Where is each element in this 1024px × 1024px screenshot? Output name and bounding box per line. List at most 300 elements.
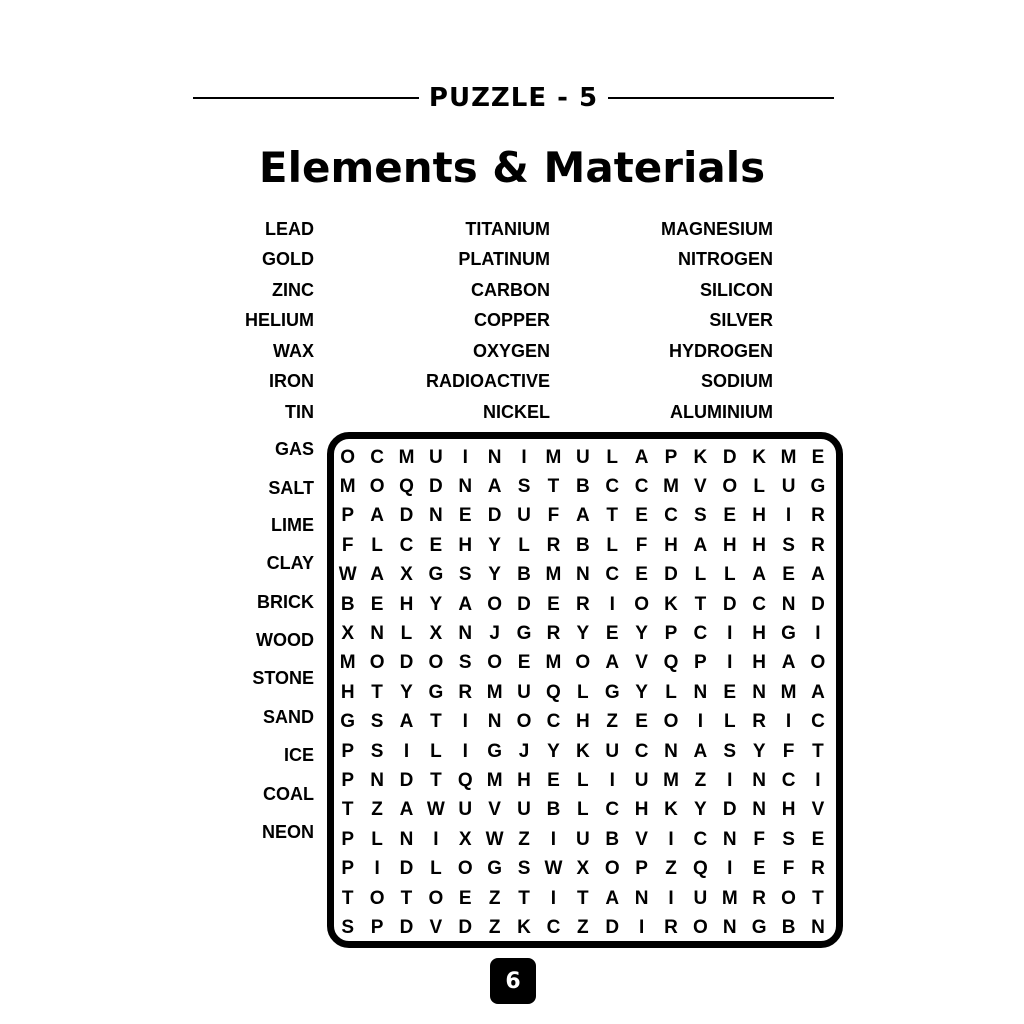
grid-cell[interactable]: L [371, 534, 383, 556]
grid-cell[interactable]: N [752, 799, 767, 821]
grid-cell[interactable]: I [374, 858, 380, 880]
grid-cell[interactable]: J [489, 623, 500, 645]
grid-cell[interactable]: M [663, 769, 679, 791]
grid-cell[interactable]: S [458, 564, 472, 586]
grid-cell[interactable]: I [609, 593, 615, 615]
grid-cell[interactable]: O [781, 887, 796, 909]
grid-cell[interactable]: M [339, 476, 356, 498]
grid-cell[interactable]: U [517, 681, 531, 703]
grid-cell[interactable]: G [340, 711, 356, 733]
grid-cell[interactable]: M [545, 446, 562, 468]
grid-cell[interactable]: V [488, 799, 501, 821]
grid-cell[interactable]: L [606, 446, 619, 468]
grid-cell[interactable]: F [341, 534, 354, 556]
grid-cell[interactable]: P [664, 446, 678, 468]
grid-cell[interactable]: Z [665, 858, 677, 880]
grid-cell[interactable]: O [692, 916, 708, 938]
grid-cell[interactable]: T [400, 887, 413, 909]
grid-cell[interactable]: I [727, 652, 733, 674]
grid-cell[interactable]: T [577, 887, 589, 909]
grid-cell[interactable]: I [697, 711, 704, 733]
grid-cell[interactable]: L [577, 681, 589, 703]
grid-cell[interactable]: D [399, 769, 414, 791]
grid-cell[interactable]: N [487, 711, 502, 733]
grid-cell[interactable]: A [693, 740, 708, 762]
grid-cell[interactable]: A [811, 681, 825, 703]
grid-cell[interactable]: F [782, 740, 795, 762]
grid-cell[interactable]: T [371, 681, 383, 703]
grid-cell[interactable]: D [458, 916, 473, 938]
grid-cell[interactable]: L [430, 740, 442, 762]
grid-cell[interactable]: L [430, 858, 442, 880]
grid-cell[interactable]: O [516, 711, 532, 733]
grid-cell[interactable]: R [811, 858, 825, 880]
grid-cell[interactable]: Z [488, 887, 501, 909]
grid-cell[interactable]: A [811, 564, 825, 586]
grid-cell[interactable]: X [341, 623, 355, 645]
grid-cell[interactable]: K [517, 916, 531, 938]
grid-cell[interactable]: H [517, 769, 531, 791]
grid-cell[interactable]: R [752, 887, 767, 909]
grid-cell[interactable]: H [722, 534, 737, 556]
grid-cell[interactable]: Y [694, 799, 707, 821]
grid-cell[interactable]: C [546, 711, 561, 733]
grid-cell[interactable]: N [811, 916, 825, 938]
grid-cell[interactable]: M [398, 446, 415, 468]
grid-cell[interactable]: L [400, 623, 413, 645]
grid-cell[interactable]: E [458, 505, 472, 527]
grid-cell[interactable]: V [635, 828, 648, 850]
grid-cell[interactable]: I [785, 711, 792, 733]
grid-cell[interactable]: Z [694, 769, 707, 791]
grid-cell[interactable]: I [785, 505, 792, 527]
grid-cell[interactable]: A [575, 505, 590, 527]
grid-cell[interactable]: A [634, 446, 649, 468]
grid-cell[interactable]: O [575, 652, 591, 674]
grid-cell[interactable]: S [517, 858, 531, 880]
grid-cell[interactable]: E [635, 505, 648, 527]
grid-cell[interactable]: B [340, 593, 355, 615]
grid-cell[interactable]: R [811, 534, 825, 556]
grid-cell[interactable]: U [429, 446, 443, 468]
grid-cell[interactable]: C [811, 711, 825, 733]
grid-cell[interactable]: X [576, 858, 590, 880]
grid-cell[interactable]: C [546, 916, 561, 938]
grid-cell[interactable]: C [399, 534, 414, 556]
grid-cell[interactable]: H [664, 534, 678, 556]
grid-cell[interactable]: I [727, 769, 733, 791]
grid-cell[interactable]: C [605, 564, 620, 586]
grid-cell[interactable]: A [781, 652, 796, 674]
grid-cell[interactable]: O [487, 652, 503, 674]
grid-cell[interactable]: N [752, 769, 767, 791]
grid-cell[interactable]: R [664, 916, 678, 938]
grid-cell[interactable]: E [723, 681, 737, 703]
grid-cell[interactable]: A [370, 505, 384, 527]
grid-cell[interactable]: U [575, 446, 590, 468]
grid-cell[interactable]: Z [488, 916, 501, 938]
grid-cell[interactable]: L [753, 476, 765, 498]
grid-cell[interactable]: S [517, 476, 531, 498]
grid-cell[interactable]: Q [399, 476, 414, 498]
grid-cell[interactable]: B [546, 799, 561, 821]
grid-cell[interactable]: N [722, 916, 737, 938]
grid-cell[interactable]: I [638, 916, 645, 938]
grid-cell[interactable]: R [458, 681, 473, 703]
grid-cell[interactable]: E [752, 858, 766, 880]
word-list-item: BRICK [257, 592, 314, 612]
grid-cell[interactable]: U [605, 740, 620, 762]
grid-cell[interactable]: I [403, 740, 410, 762]
grid-cell[interactable]: Q [692, 858, 708, 880]
grid-cell[interactable]: I [668, 887, 674, 909]
grid-cell[interactable]: I [668, 828, 674, 850]
grid-cell[interactable]: E [782, 564, 795, 586]
grid-cell[interactable]: H [399, 593, 414, 615]
grid-cell[interactable]: I [462, 446, 468, 468]
grid-cell[interactable]: A [487, 476, 502, 498]
grid-cell[interactable]: I [462, 740, 468, 762]
grid-cell[interactable]: F [635, 534, 648, 556]
word-list-item: HELIUM [245, 310, 314, 330]
grid-cell[interactable]: N [429, 505, 443, 527]
grid-cell[interactable]: X [458, 828, 472, 850]
grid-cell[interactable]: S [782, 828, 795, 850]
grid-cell[interactable]: T [606, 505, 619, 527]
grid-cell[interactable]: E [811, 446, 825, 468]
grid-cell[interactable]: L [606, 534, 619, 556]
grid-cell[interactable]: P [341, 740, 355, 762]
grid-cell[interactable]: U [634, 769, 649, 791]
word-list-item: WOOD [256, 630, 314, 650]
grid-cell[interactable]: N [458, 476, 473, 498]
grid-cell[interactable]: O [369, 652, 385, 674]
grid-cell[interactable]: D [399, 505, 414, 527]
grid-cell[interactable]: N [399, 828, 414, 850]
grid-cell[interactable]: W [485, 828, 504, 850]
grid-cell[interactable]: E [547, 593, 560, 615]
grid-cell[interactable]: V [429, 916, 443, 938]
grid-cell[interactable]: B [605, 828, 620, 850]
grid-cell[interactable]: W [426, 799, 445, 821]
grid-cell[interactable]: A [399, 799, 414, 821]
grid-cell[interactable]: Z [606, 711, 619, 733]
grid-cell[interactable]: C [605, 799, 620, 821]
grid-cell[interactable]: D [664, 564, 678, 586]
grid-cell[interactable]: A [605, 887, 620, 909]
grid-cell[interactable]: G [781, 623, 796, 645]
grid-cell[interactable]: D [487, 505, 502, 527]
grid-cell[interactable]: O [604, 858, 620, 880]
grid-cell[interactable]: P [664, 623, 678, 645]
grid-cell[interactable]: H [752, 534, 767, 556]
grid-cell[interactable]: D [399, 916, 414, 938]
grid-cell[interactable]: H [781, 799, 796, 821]
grid-cell[interactable]: Q [457, 769, 473, 791]
grid-cell[interactable]: C [664, 505, 678, 527]
grid-cell[interactable]: Q [663, 652, 679, 674]
grid-cell[interactable]: A [458, 593, 473, 615]
grid-cell[interactable]: G [428, 681, 444, 703]
grid-cell[interactable]: T [430, 769, 442, 791]
grid-cell[interactable]: O [428, 887, 444, 909]
grid-cell[interactable]: G [604, 681, 620, 703]
grid-cell[interactable]: O [663, 711, 679, 733]
grid-cell[interactable]: O [369, 476, 385, 498]
word-list-item: IRON [269, 371, 314, 391]
grid-cell[interactable]: H [340, 681, 355, 703]
grid-cell[interactable]: G [487, 858, 503, 880]
grid-cell[interactable]: A [752, 564, 767, 586]
grid-cell[interactable]: P [341, 858, 355, 880]
grid-cell[interactable]: L [694, 564, 707, 586]
grid-cell[interactable]: T [341, 887, 354, 909]
grid-cell[interactable]: E [605, 623, 619, 645]
grid-cell[interactable]: G [516, 623, 532, 645]
grid-cell[interactable]: O [457, 858, 473, 880]
grid-cell[interactable]: P [694, 652, 707, 674]
grid-cell[interactable]: I [727, 623, 733, 645]
grid-cell[interactable]: M [780, 446, 797, 468]
grid-cell[interactable]: N [370, 623, 384, 645]
grid-cell[interactable]: L [518, 534, 530, 556]
grid-cell[interactable]: S [458, 652, 472, 674]
grid-cell[interactable]: T [547, 476, 560, 498]
grid-cell[interactable]: B [517, 564, 531, 586]
grid-cell[interactable]: O [428, 652, 444, 674]
grid-cell[interactable]: Y [547, 740, 560, 762]
grid-cell[interactable]: U [517, 799, 531, 821]
grid-cell[interactable]: S [723, 740, 737, 762]
grid-cell[interactable]: J [518, 740, 530, 762]
grid-cell[interactable]: E [517, 652, 531, 674]
grid-cell[interactable]: C [693, 623, 708, 645]
grid-cell[interactable]: S [341, 916, 355, 938]
grid-cell[interactable]: T [341, 799, 354, 821]
grid-cell[interactable]: K [693, 446, 708, 468]
grid-cell[interactable]: T [430, 711, 442, 733]
grid-cell[interactable]: P [635, 858, 648, 880]
grid-cell[interactable]: F [547, 505, 560, 527]
grid-cell[interactable]: O [634, 593, 649, 615]
grid-cell[interactable]: A [370, 564, 384, 586]
grid-cell[interactable]: F [753, 828, 765, 850]
grid-cell[interactable]: C [634, 740, 649, 762]
grid-cell[interactable]: Y [752, 740, 766, 762]
grid-cell[interactable]: A [605, 652, 620, 674]
grid-cell[interactable]: K [752, 446, 767, 468]
grid-cell[interactable]: C [370, 446, 384, 468]
grid-cell[interactable]: M [780, 681, 797, 703]
grid-cell[interactable]: N [487, 446, 502, 468]
header-rule-left [193, 97, 419, 99]
page-title: Elements & Materials [258, 143, 766, 192]
grid-cell[interactable]: V [635, 652, 648, 674]
grid-cell[interactable]: M [545, 564, 562, 586]
grid-cell[interactable]: I [462, 711, 468, 733]
grid-cell[interactable]: G [810, 476, 826, 498]
grid-cell[interactable]: R [546, 534, 561, 556]
grid-cell[interactable]: I [727, 858, 733, 880]
grid-cell[interactable]: D [429, 476, 443, 498]
grid-cell[interactable]: C [693, 828, 708, 850]
grid-cell[interactable]: D [605, 916, 620, 938]
grid-cell[interactable]: N [693, 681, 708, 703]
grid-cell[interactable]: C [605, 476, 620, 498]
grid-cell[interactable]: E [635, 564, 648, 586]
grid-cell[interactable]: B [781, 916, 796, 938]
grid-cell[interactable]: D [722, 799, 737, 821]
grid-cell[interactable]: T [812, 887, 824, 909]
grid-cell[interactable]: E [635, 711, 648, 733]
grid-cell[interactable]: L [723, 564, 736, 586]
grid-cell[interactable]: Y [635, 681, 648, 703]
grid-cell[interactable]: D [811, 593, 825, 615]
grid-cell[interactable]: Y [400, 681, 413, 703]
grid-cell[interactable]: N [458, 623, 473, 645]
grid-cell[interactable]: Y [488, 564, 501, 586]
grid-cell[interactable]: N [752, 681, 767, 703]
grid-cell[interactable]: H [752, 652, 767, 674]
grid-cell[interactable]: S [782, 534, 795, 556]
grid-cell[interactable]: Y [576, 623, 590, 645]
grid-cell[interactable]: L [577, 769, 589, 791]
grid-cell[interactable]: K [664, 593, 678, 615]
grid-cell[interactable]: L [371, 828, 383, 850]
grid-cell[interactable]: I [521, 446, 527, 468]
grid-cell[interactable]: O [810, 652, 826, 674]
grid-cell[interactable]: H [575, 711, 590, 733]
grid-cell[interactable]: S [694, 505, 707, 527]
grid-cell[interactable]: P [341, 828, 355, 850]
grid-cell[interactable]: I [433, 828, 439, 850]
grid-cell[interactable]: M [486, 681, 503, 703]
grid-cell[interactable]: U [693, 887, 708, 909]
grid-cell[interactable]: D [517, 593, 531, 615]
grid-cell[interactable]: S [370, 740, 384, 762]
grid-cell[interactable]: O [487, 593, 503, 615]
grid-cell[interactable]: D [399, 652, 414, 674]
grid-cell[interactable]: O [722, 476, 738, 498]
grid-cell[interactable]: M [339, 652, 356, 674]
grid-cell[interactable]: U [517, 505, 531, 527]
grid-cell[interactable]: O [340, 446, 356, 468]
grid-cell[interactable]: L [577, 799, 589, 821]
grid-cell[interactable]: N [722, 828, 737, 850]
grid-cell[interactable]: L [665, 681, 677, 703]
grid-cell[interactable]: I [609, 769, 615, 791]
grid-cell[interactable]: D [722, 446, 737, 468]
grid-cell[interactable]: Y [488, 534, 501, 556]
grid-cell[interactable]: L [723, 711, 736, 733]
grid-cell[interactable]: I [550, 828, 557, 850]
grid-cell[interactable]: B [575, 476, 590, 498]
grid-cell[interactable]: C [781, 769, 796, 791]
grid-cell[interactable]: G [428, 564, 444, 586]
grid-cell[interactable]: U [458, 799, 473, 821]
grid-cell[interactable]: N [664, 740, 678, 762]
grid-cell[interactable]: H [458, 534, 473, 556]
grid-cell[interactable]: Y [429, 593, 443, 615]
grid-cell[interactable]: M [663, 476, 679, 498]
grid-cell[interactable]: Q [546, 681, 561, 703]
grid-cell[interactable]: V [811, 799, 825, 821]
grid-cell[interactable]: U [575, 828, 590, 850]
grid-cell[interactable]: P [370, 916, 384, 938]
grid-cell[interactable]: Y [635, 623, 648, 645]
grid-cell[interactable]: E [547, 769, 560, 791]
grid-cell[interactable]: E [370, 593, 384, 615]
word-list-item: SAND [262, 707, 314, 727]
grid-cell[interactable]: P [341, 505, 355, 527]
grid-cell[interactable]: H [634, 799, 649, 821]
grid-cell[interactable]: Z [371, 799, 383, 821]
grid-cell[interactable]: Z [577, 916, 589, 938]
grid-cell[interactable]: V [694, 476, 707, 498]
grid-cell[interactable]: O [369, 887, 385, 909]
grid-cell[interactable]: I [815, 769, 821, 791]
grid-cell[interactable]: M [486, 769, 503, 791]
grid-cell[interactable]: P [341, 769, 355, 791]
grid-cell[interactable]: N [781, 593, 796, 615]
grid-cell[interactable]: N [575, 564, 590, 586]
word-list-item: GAS [274, 439, 314, 459]
grid-cell[interactable]: A [693, 534, 708, 556]
grid-cell[interactable]: G [487, 740, 503, 762]
grid-cell[interactable]: U [781, 476, 796, 498]
grid-cell[interactable]: X [400, 564, 413, 586]
grid-cell[interactable]: T [812, 740, 824, 762]
grid-cell[interactable]: K [664, 799, 678, 821]
grid-cell[interactable]: X [429, 623, 443, 645]
grid-cell[interactable]: R [811, 505, 825, 527]
grid-cell[interactable]: W [338, 564, 357, 586]
grid-cell[interactable]: I [815, 623, 821, 645]
grid-cell[interactable]: S [370, 711, 384, 733]
grid-cell[interactable]: I [550, 887, 557, 909]
grid-cell[interactable]: C [634, 476, 649, 498]
word-list-item: CLAY [266, 553, 314, 573]
grid-cell[interactable]: M [721, 887, 738, 909]
grid-cell[interactable]: H [752, 505, 767, 527]
grid-cell[interactable]: E [811, 828, 825, 850]
grid-cell[interactable]: C [752, 593, 767, 615]
grid-cell[interactable]: R [546, 623, 561, 645]
grid-cell[interactable]: A [399, 711, 414, 733]
grid-cell[interactable]: K [575, 740, 590, 762]
word-list-item: SILVER [709, 310, 773, 330]
grid-cell[interactable]: R [752, 711, 767, 733]
grid-cell[interactable]: T [518, 887, 530, 909]
word-list-item: PLATINUM [458, 249, 550, 269]
grid-cell[interactable]: H [752, 623, 767, 645]
grid-cell[interactable]: W [544, 858, 563, 880]
grid-cell[interactable]: E [429, 534, 443, 556]
grid-cell[interactable]: N [370, 769, 384, 791]
grid-cell[interactable]: D [399, 858, 414, 880]
grid-cell[interactable]: E [723, 505, 737, 527]
grid-cell[interactable]: N [634, 887, 649, 909]
grid-cell[interactable]: D [722, 593, 737, 615]
grid-cell[interactable]: E [458, 887, 472, 909]
grid-cell[interactable]: M [545, 652, 562, 674]
grid-cell[interactable]: G [751, 916, 767, 938]
grid-cell[interactable]: T [694, 593, 707, 615]
grid-cell[interactable]: R [575, 593, 590, 615]
grid-cell[interactable]: B [575, 534, 590, 556]
grid-cell[interactable]: Z [518, 828, 530, 850]
grid-cell[interactable]: F [782, 858, 795, 880]
